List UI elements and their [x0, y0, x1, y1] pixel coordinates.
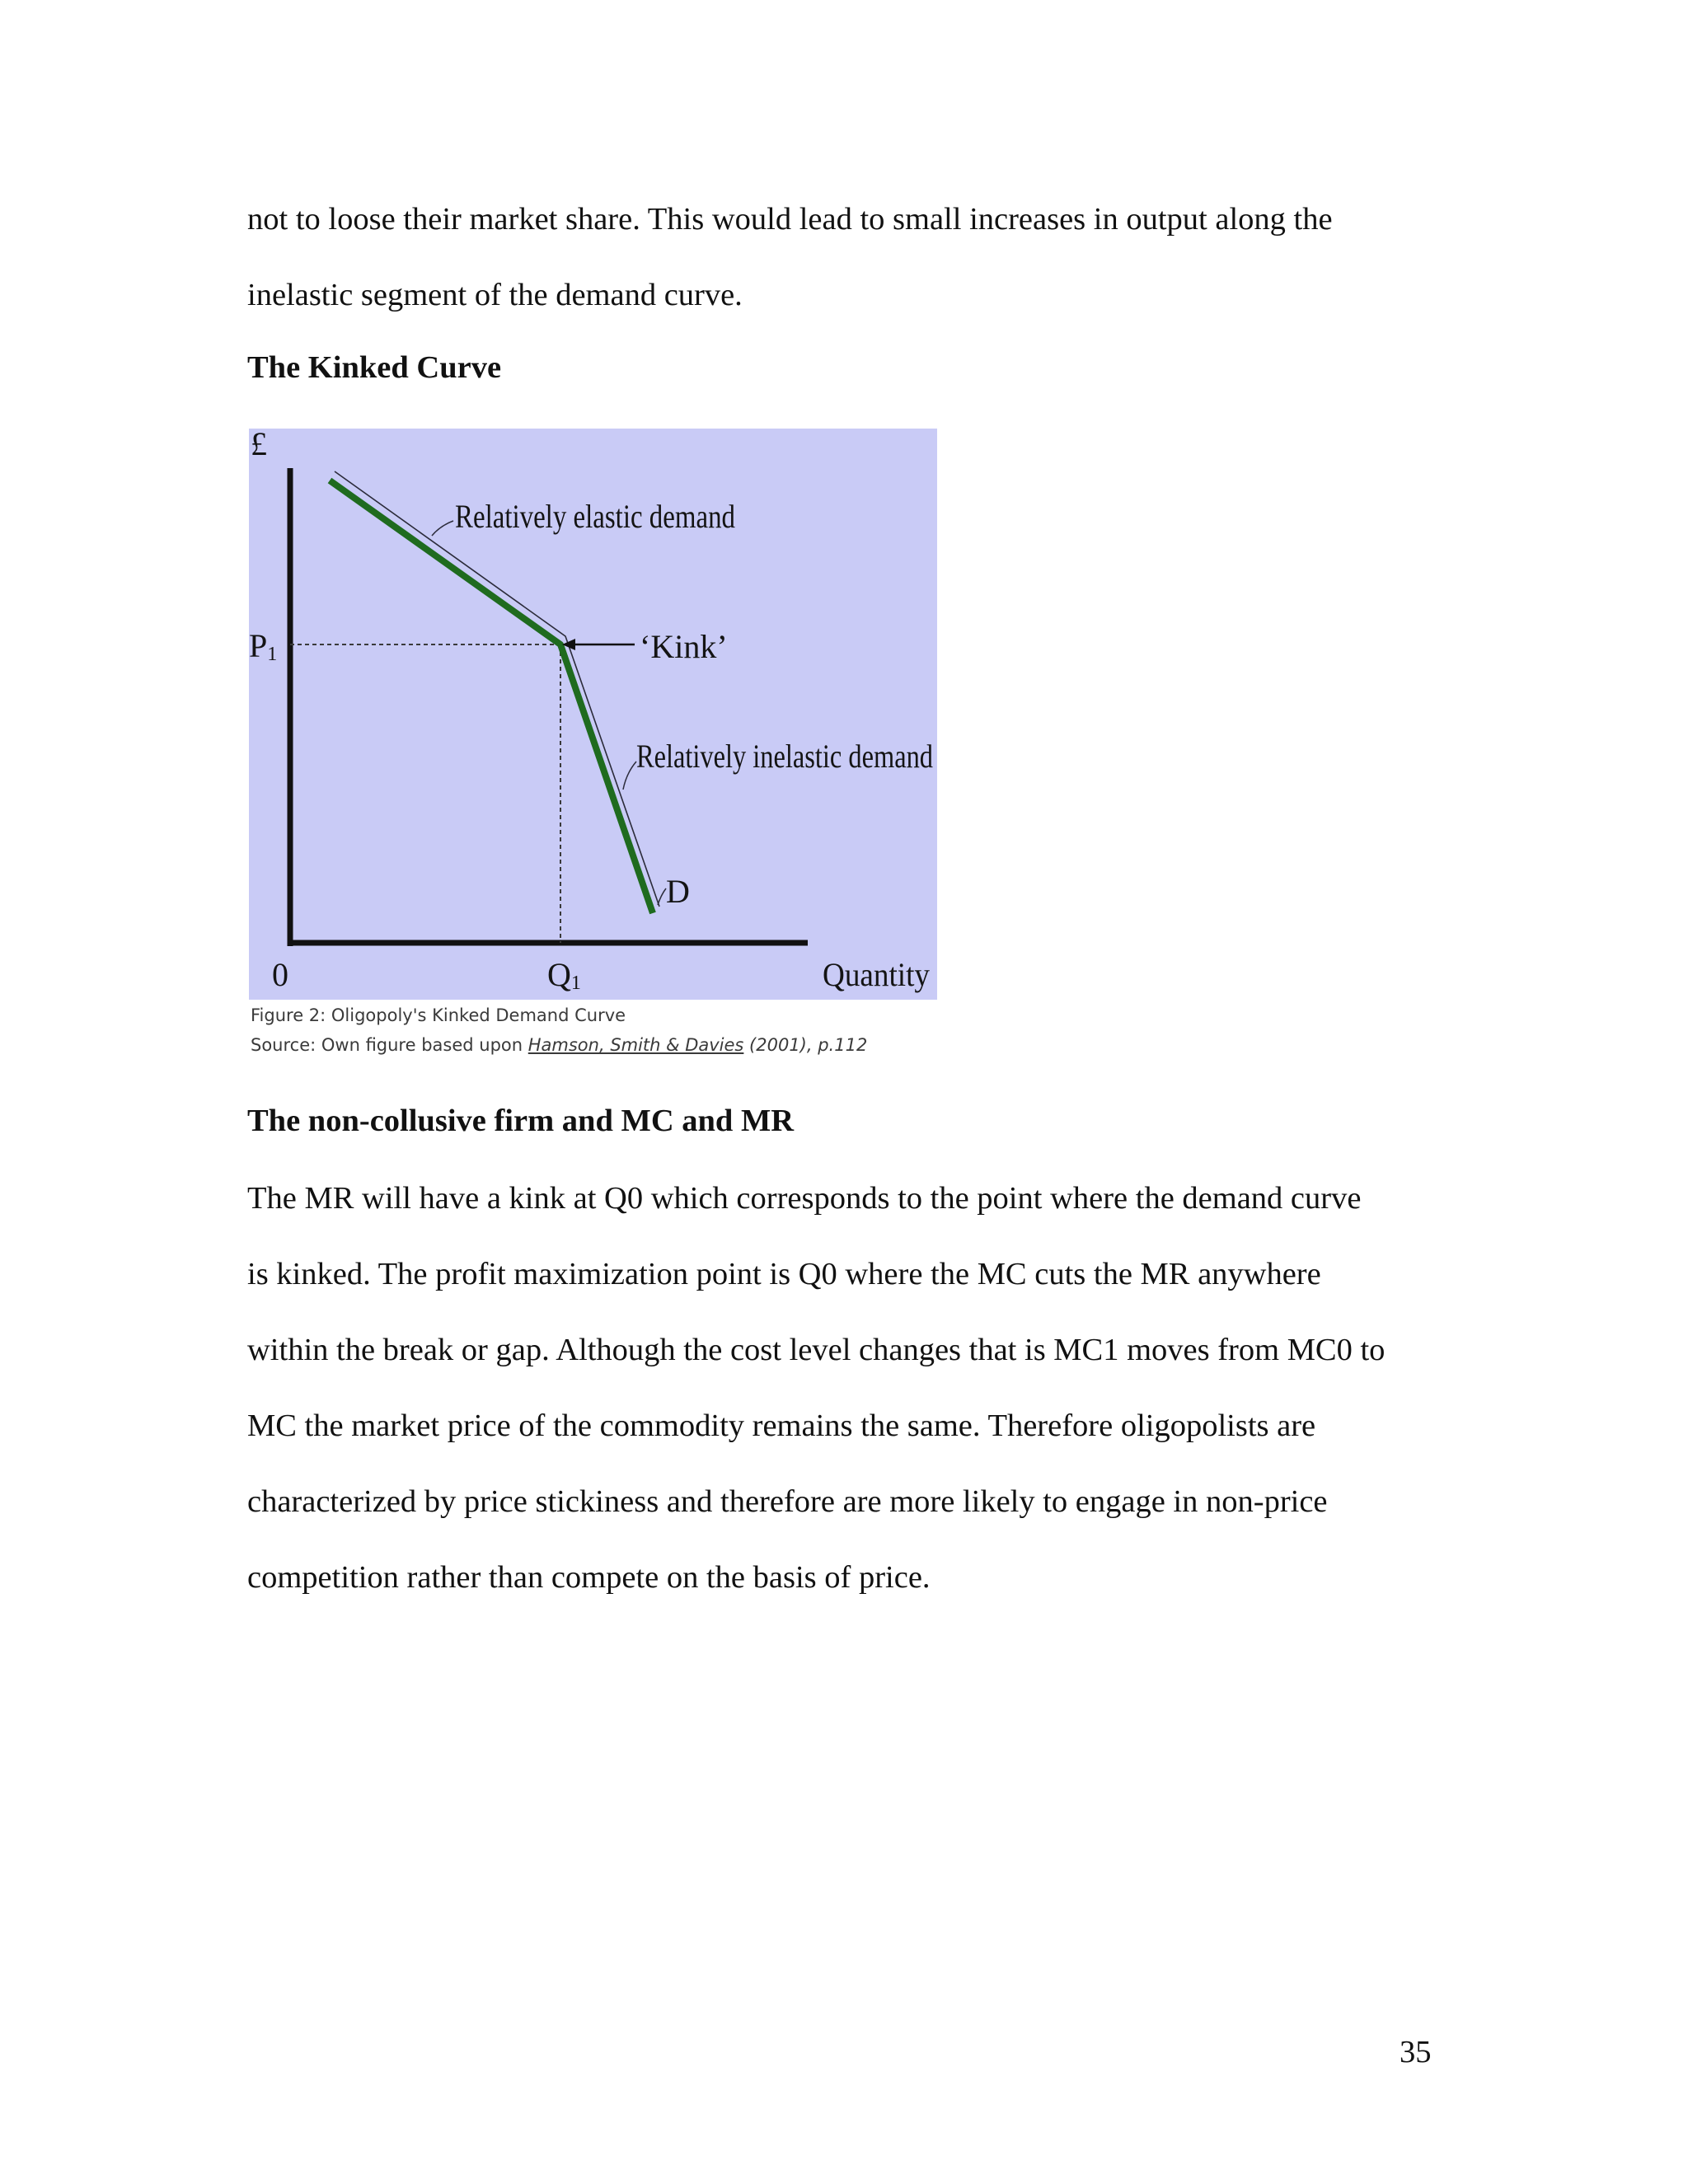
price-label-main: P: [249, 627, 268, 664]
caption-source-reference: Hamson, Smith & Davies: [528, 1035, 744, 1055]
elastic-pointer: [432, 521, 453, 536]
caption-source-suffix: (2001), p.112: [743, 1035, 868, 1055]
body-line-1: The MR will have a kink at Q0 which corresponds to the point where the demand curve: [247, 1181, 1362, 1216]
body-line-5: characterized by price stickiness and therefore are more likely to engage in non-price: [247, 1484, 1328, 1519]
body-paragraph: [247, 1160, 1467, 1615]
kinked-demand-diagram: [249, 425, 937, 1000]
heading-kinked-curve: The Kinked Curve: [247, 350, 502, 385]
quantity-point-label-subscript: 1: [570, 972, 581, 994]
kink-label: ‘Kink’: [640, 628, 728, 665]
price-label: [249, 627, 277, 665]
body-line-3: within the break or gap. Although the cost level changes that is MC1 moves from MC0 to: [247, 1333, 1386, 1367]
quantity-point-label-main: Q: [547, 956, 571, 993]
body-line-2: is kinked. The profit maximization point is Q0 where the MC cuts the MR anywhere: [247, 1257, 1321, 1291]
intro-line-1: not to loose their market share. This would lead to small increases in output along the: [247, 202, 1333, 237]
elastic-demand-label: Relatively elastic demand: [455, 498, 735, 535]
heading-non-collusive: The non-collusive firm and MC and MR: [247, 1104, 795, 1138]
caption-source-prefix: Source: Own figure based upon: [251, 1035, 528, 1055]
demand-curve-outline: [335, 471, 659, 907]
quantity-point-label: [547, 956, 581, 994]
body-line-6: competition rather than compete on the basis of price.: [247, 1560, 931, 1595]
price-label-subscript: 1: [267, 644, 278, 665]
y-axis-label: £: [251, 425, 267, 462]
inelastic-pointer: [623, 762, 636, 790]
figure-caption-title: Figure 2: Oligopoly's Kinked Demand Curve: [251, 1005, 626, 1025]
page-number: 35: [1400, 2035, 1432, 2069]
kinked-demand-figure: [249, 425, 937, 1000]
intro-line-2: inelastic segment of the demand curve.: [247, 278, 743, 312]
demand-curve: [330, 480, 653, 913]
curve-label: D: [666, 873, 690, 910]
intro-paragraph: [247, 181, 1467, 333]
origin-label: 0: [272, 956, 288, 993]
x-axis-label: Quantity: [823, 956, 930, 993]
figure-caption-source: [251, 1035, 867, 1055]
inelastic-demand-label: Relatively inelastic demand: [636, 738, 933, 775]
body-line-4: MC the market price of the commodity remains the same. Therefore oligopolists are: [247, 1408, 1316, 1443]
curve-pointer: [658, 888, 666, 905]
